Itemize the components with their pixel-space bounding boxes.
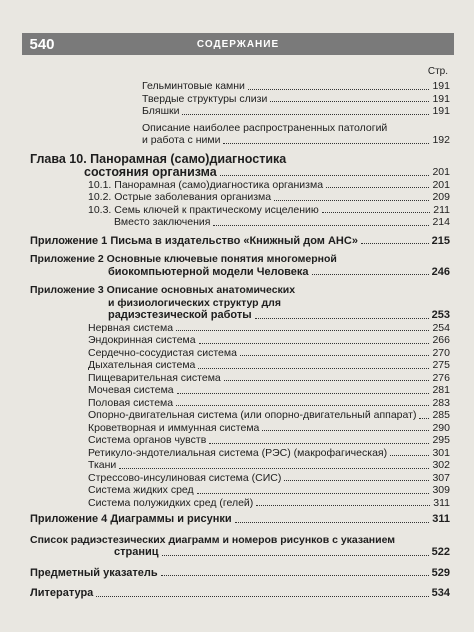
toc-entry bbox=[30, 216, 450, 229]
toc-entry bbox=[30, 347, 450, 360]
toc-entry-text: Мочевая система bbox=[88, 384, 174, 396]
chapter-title: Глава 10. Панорамная (само)диагностика bbox=[30, 151, 287, 166]
toc-entry-page: 191 bbox=[432, 80, 450, 92]
appendix-entry bbox=[30, 253, 450, 278]
toc-entry bbox=[30, 334, 450, 347]
toc-entry-text: Половая система bbox=[88, 396, 174, 409]
toc-entry-page: 309 bbox=[432, 484, 450, 496]
page-column-label: Стр. bbox=[427, 66, 448, 77]
chapter-title-cont: состояния организма bbox=[84, 164, 217, 179]
toc-entry-page: 522 bbox=[431, 546, 450, 558]
toc-entry bbox=[30, 434, 450, 447]
toc-entry-page: 307 bbox=[432, 471, 450, 484]
toc-entry-text: Приложение 2 Основные ключевые понятия многомерной bbox=[30, 253, 337, 265]
toc-entry bbox=[30, 359, 450, 372]
toc-entry bbox=[30, 397, 450, 410]
toc-entry-text: Пищеварительная система bbox=[88, 371, 221, 384]
toc-entry-page: 191 bbox=[432, 92, 450, 105]
toc-entry-text: Твердые структуры слизи bbox=[142, 92, 268, 105]
chapter-entry bbox=[30, 153, 450, 179]
toc-entry-text: Приложение 1 Письма в издательство «Книжный дом АНС» bbox=[30, 234, 358, 247]
appendix-entry bbox=[30, 513, 450, 526]
toc-entry bbox=[30, 105, 450, 118]
toc-entry-page: 302 bbox=[432, 459, 450, 471]
toc-entry-text: биокомпьютерной модели Человека bbox=[108, 265, 309, 278]
toc-entry bbox=[30, 484, 450, 497]
toc-entry-page: 311 bbox=[433, 496, 450, 509]
toc-entry-text: Эндокринная система bbox=[88, 334, 196, 346]
toc-entry bbox=[30, 122, 450, 147]
appendix-entry bbox=[30, 534, 450, 559]
toc-entry-text: и физиологических структур для bbox=[108, 296, 281, 309]
toc-entry bbox=[30, 472, 450, 485]
toc-entry-text: Приложение 4 Диаграммы и рисунки bbox=[30, 513, 232, 525]
toc-entry-page: 214 bbox=[432, 216, 450, 228]
toc-entry-page: 295 bbox=[432, 434, 450, 446]
toc-entry-text: Сердечно-сосудистая система bbox=[88, 346, 237, 359]
toc-entry-text: Кроветворная и иммунная система bbox=[88, 421, 260, 434]
toc-entry-text: Описание наиболее распространенных патологий bbox=[142, 121, 388, 134]
toc-entry-text: Вместо заключения bbox=[114, 216, 211, 228]
toc-entry-page: 192 bbox=[432, 134, 450, 146]
table-of-contents bbox=[30, 80, 450, 600]
toc-entry-text: Нервная система bbox=[88, 321, 174, 334]
toc-entry-page: 201 bbox=[432, 178, 450, 191]
toc-entry-text: 10.1. Панорамная (само)диагностика организма bbox=[88, 178, 324, 191]
toc-entry-text: Ткани bbox=[88, 459, 117, 471]
toc-entry-text: Гельминтовые камни bbox=[142, 80, 245, 92]
toc-entry-text: Бляшки bbox=[142, 105, 180, 117]
toc-entry bbox=[30, 422, 450, 435]
index-entry bbox=[30, 567, 450, 580]
toc-entry-text: радиэстезической работы bbox=[108, 309, 252, 321]
toc-entry-page: 211 bbox=[433, 203, 450, 216]
toc-entry bbox=[30, 384, 450, 397]
toc-entry bbox=[30, 372, 450, 385]
appendix-entry bbox=[30, 235, 450, 248]
bibliography-entry bbox=[30, 587, 450, 600]
toc-entry-page: 275 bbox=[432, 359, 450, 371]
toc-entry-text: и работа с ними bbox=[142, 134, 221, 146]
toc-entry-text: Стрессово-инсулиновая система (СИС) bbox=[88, 471, 282, 484]
toc-entry-page: 281 bbox=[432, 384, 450, 396]
toc-entry-page: 209 bbox=[432, 191, 450, 203]
toc-entry-page: 266 bbox=[432, 334, 450, 346]
toc-entry-page: 290 bbox=[432, 421, 450, 434]
page-header bbox=[22, 33, 454, 55]
toc-entry-text: Система жидких сред bbox=[88, 484, 194, 496]
toc-entry bbox=[30, 497, 450, 510]
toc-entry-text: 10.2. Острые заболевания организма bbox=[88, 191, 272, 203]
toc-entry-text: Дыхательная система bbox=[88, 359, 196, 371]
toc-entry bbox=[30, 409, 450, 422]
toc-entry bbox=[30, 322, 450, 335]
toc-entry-page: 201 bbox=[432, 166, 450, 178]
toc-entry-page: 254 bbox=[432, 321, 450, 334]
toc-entry-text: 10.3. Семь ключей к практическому исцелению bbox=[88, 203, 319, 216]
toc-entry-page: 529 bbox=[431, 566, 450, 579]
toc-entry bbox=[30, 459, 450, 472]
toc-entry bbox=[30, 80, 450, 93]
toc-entry-page: 215 bbox=[431, 234, 450, 247]
toc-entry-text: Система органов чувств bbox=[88, 434, 207, 446]
toc-entry-text: Ретикуло-эндотелиальная система (РЭС) (макрофагическая) bbox=[88, 446, 388, 459]
appendix-entry bbox=[30, 284, 450, 322]
toc-entry-page: 270 bbox=[432, 346, 450, 359]
toc-entry-text: Предметный указатель bbox=[30, 566, 158, 579]
toc-entry-page: 534 bbox=[431, 587, 450, 599]
toc-entry-page: 246 bbox=[431, 265, 450, 278]
toc-entry-text: Список радиэстезических диаграмм и номеров рисунков с указанием bbox=[30, 533, 396, 546]
running-title: СОДЕРЖАНИЕ bbox=[196, 38, 280, 50]
toc-entry bbox=[30, 204, 450, 217]
toc-entry bbox=[30, 93, 450, 106]
toc-entry-page: 285 bbox=[432, 409, 450, 421]
toc-entry-text: Система полужидких сред (гелей) bbox=[88, 496, 254, 509]
toc-entry bbox=[30, 191, 450, 204]
toc-entry-page: 301 bbox=[432, 446, 450, 459]
toc-entry-text: Приложение 3 Описание основных анатомических bbox=[30, 284, 296, 296]
toc-entry bbox=[30, 447, 450, 460]
page-number: 540 bbox=[29, 35, 55, 53]
toc-entry-text: Литература bbox=[30, 587, 94, 599]
toc-entry-page: 276 bbox=[432, 371, 450, 384]
toc-entry-page: 311 bbox=[432, 513, 450, 525]
toc-entry bbox=[30, 179, 450, 192]
toc-entry-page: 283 bbox=[432, 396, 450, 409]
toc-entry-text: страниц bbox=[114, 546, 159, 558]
toc-entry-page: 253 bbox=[431, 309, 450, 321]
toc-entry-text: Опорно-двигательная система (или опорно-двигательный аппарат) bbox=[88, 409, 417, 421]
toc-entry-page: 191 bbox=[432, 105, 450, 117]
